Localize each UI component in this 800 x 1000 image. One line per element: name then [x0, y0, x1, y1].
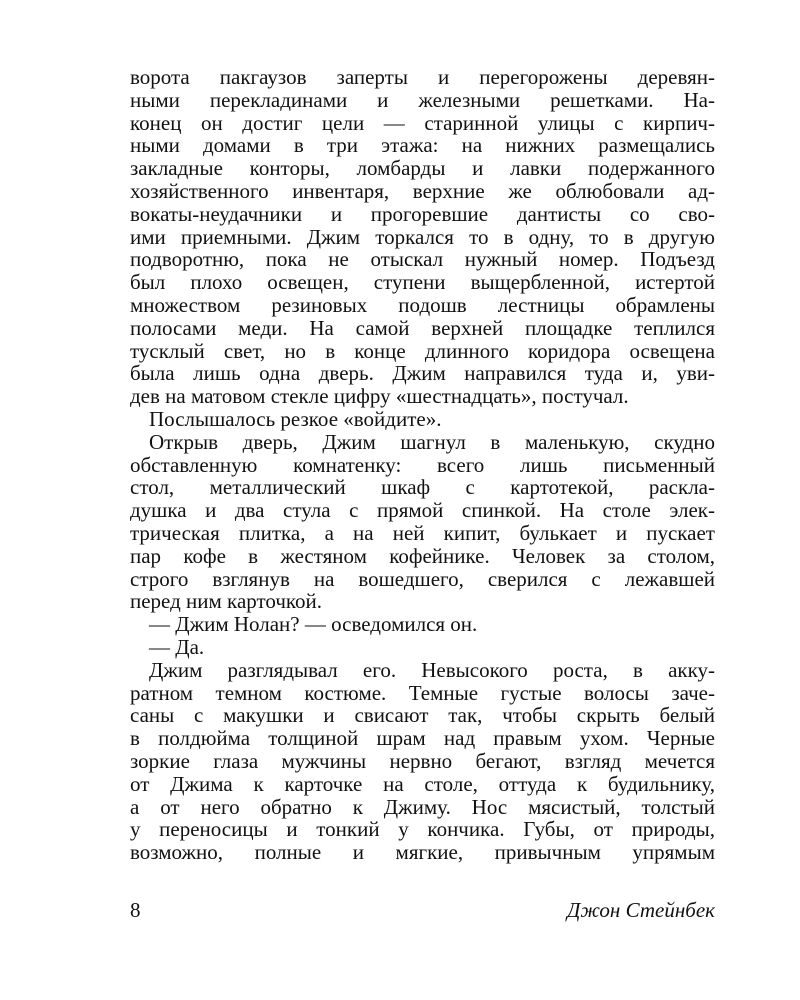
- text-line: ными перекладинами и железными решетками. На-: [130, 87, 715, 112]
- text-line: — Да.: [149, 634, 205, 659]
- text-line: Открыв дверь, Джим шагнул в маленькую, скудно: [149, 429, 715, 454]
- page-footer: [130, 896, 715, 924]
- text-line: ными домами в три этажа: на нижних размещались: [130, 133, 715, 158]
- text-line: — Джим Нолан? — осведомился он.: [149, 612, 478, 637]
- text-line: зоркие глаза мужчины нервно бегают, взгляд мечется: [130, 748, 715, 773]
- text-line: полосами меди. На самой верхней площадке теплился: [130, 315, 715, 340]
- text-line: ворота пакгаузов заперты и перегорожены деревян-: [130, 65, 715, 89]
- text-line: хозяйственного инвентаря, верхние же облюбовали ад-: [130, 178, 715, 203]
- text-line: Джим разглядывал его. Невысокого роста, в акку-: [149, 657, 715, 682]
- text-line: множеством резиновых подошв лестницы обрамлены: [130, 292, 715, 317]
- body-text: [130, 66, 715, 864]
- text-line: ими приемными. Джим торкался то в одну, то в другую: [130, 224, 715, 249]
- text-line: вокаты-неудачники и прогоревшие дантисты со сво-: [130, 201, 715, 226]
- text-line: возможно, полные и мягкие, привычным упрямым: [130, 840, 715, 865]
- text-line: закладные конторы, ломбарды и лавки подержанного: [130, 156, 715, 181]
- text-line: от Джима к карточке на столе, оттуда к будильнику,: [130, 771, 715, 796]
- text-line: была лишь одна дверь. Джим направился туда и, уви-: [130, 361, 715, 386]
- text-line: у переносицы и тонкий у кончика. Губы, от природы,: [130, 817, 715, 842]
- text-line: тусклый свет, но в конце длинного коридора освещена: [130, 338, 715, 363]
- text-line: в полдюйма толщиной шрам над правым ухом. Черные: [130, 726, 715, 751]
- text-line: подворотню, пока не отыскал нужный номер. Подъезд: [130, 247, 715, 272]
- text-line: пар кофе в жестяном кофейнике. Человек за столом,: [130, 543, 715, 568]
- text-line: стол, металлический шкаф с картотекой, раскла-: [130, 475, 715, 500]
- text-line: дев на матовом стекле цифру «шестнадцать», постучал.: [130, 384, 629, 409]
- running-footer-author: Джон Стейнбек: [567, 898, 715, 922]
- page-number: 8: [130, 898, 141, 922]
- text-line: душка и два стула с прямой спинкой. На столе элек-: [130, 498, 715, 523]
- text-line: ратном темном костюме. Темные густые волосы заче-: [130, 680, 715, 705]
- text-line: саны с макушки и свисают так, чтобы скрыть белый: [130, 703, 715, 728]
- text-line: Послышалось резкое «войдите».: [149, 406, 442, 431]
- text-line: строго взглянув на вошедшего, сверился с лежавшей: [130, 566, 715, 591]
- text-line: а от него обратно к Джиму. Нос мясистый, толстый: [130, 794, 715, 819]
- text-line: конец он достиг цели — старинной улицы с кирпич-: [130, 110, 715, 135]
- text-line: трическая плитка, а на ней кипит, булькает и пускает: [130, 520, 715, 545]
- text-line: обставленную комнатенку: всего лишь письменный: [130, 452, 715, 477]
- text-line: был плохо освещен, ступени выщербленной, истертой: [130, 270, 715, 295]
- text-line: перед ним карточкой.: [130, 589, 323, 614]
